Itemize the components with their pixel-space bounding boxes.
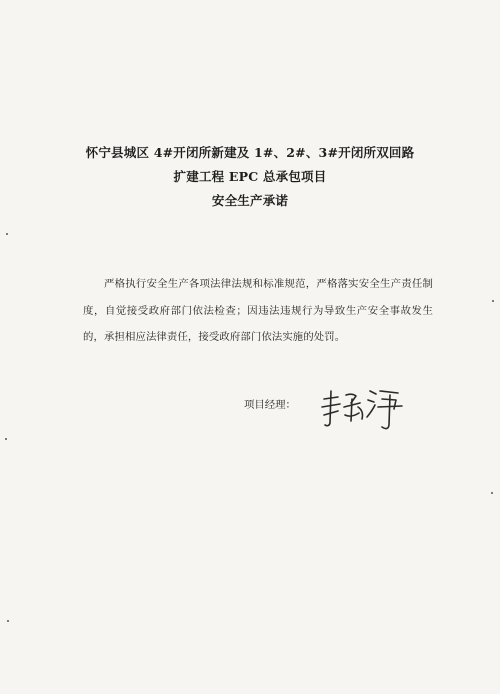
commitment-body: 严格执行安全生产各项法律法规和标准规范，严格落实安全生产责任制度，自觉接受政府部门依法检查；因违法违规行为导致生产安全事故发生的，承担相应法律责任，接受政府部门依法实施的处罚。 [83, 278, 433, 343]
handwritten-signature [318, 385, 408, 435]
project-manager-label: 项目经理： [244, 399, 296, 411]
title-line-2: 扩建工程 EPC 总承包项目 [173, 169, 327, 184]
scan-speck [492, 300, 494, 302]
title-line-1: 怀宁县城区 4#开闭所新建及 1#、2#、3#开闭所双回路 [85, 145, 415, 160]
scan-speck [6, 233, 8, 235]
scan-speck [7, 620, 9, 622]
scan-speck [491, 492, 493, 494]
title-line-3: 安全生产承诺 [211, 193, 289, 208]
scan-speck [5, 438, 7, 440]
